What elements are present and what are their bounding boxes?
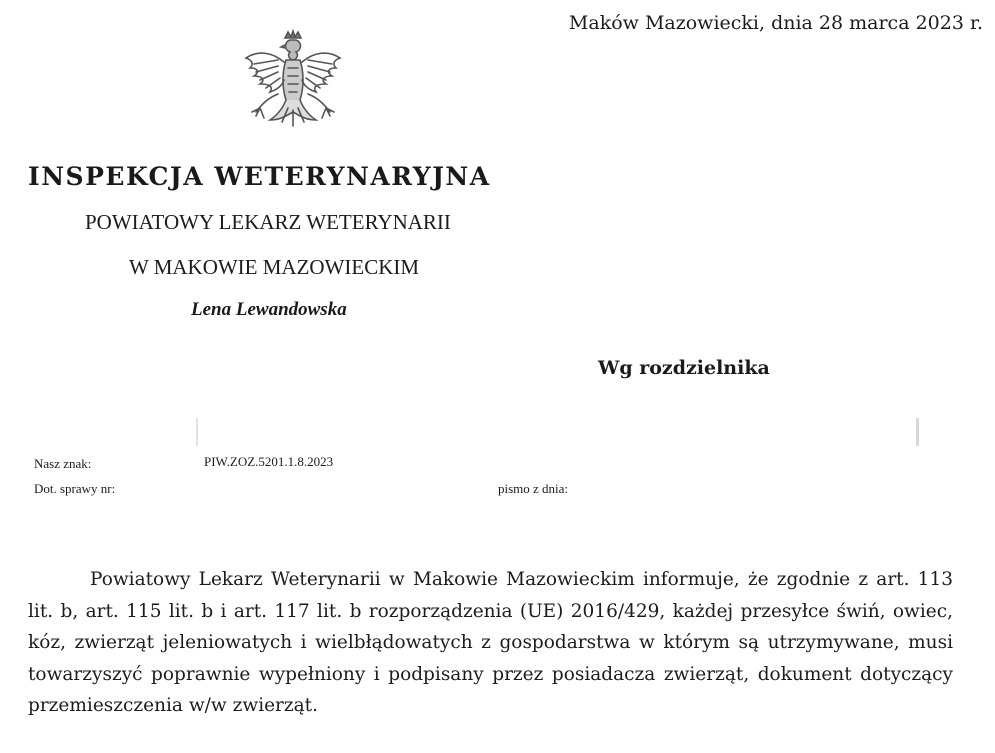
case-number-label: Dot. sprawy nr: [34,481,116,496]
scan-artifact-mark [916,418,919,446]
body-paragraph: Powiatowy Lekarz Weterynarii w Makowie Mazowieckim informuje, że zgodnie z art. 113 lit. b, art. 115 lit. b i art. 117 lit. b rozporządzenia (UE) 2016/429, każdej przesyłce świń, owiec, kóz, zwierząt jeleniowatych i wielbłądowatych z gospodarstwa w którym są utrzymywane, musi towarzyszyć poprawnie wypełniony i podpisany przez posiadacza zwierząt, dokument dotyczący przemieszczenia w/w zwierząt. [28,569,953,716]
letter-date-label: pismo z dnia: [498,481,569,496]
our-reference-label: Nasz znak: [34,456,92,471]
scan-artifact-mark [196,418,198,446]
place-date: Maków Mazowiecki, dnia 28 marca 2023 r. [568,12,983,34]
office-title-line-1: POWIATOWY LEKARZ WETERYNARII [85,210,451,234]
office-title-line-2: W MAKOWIE MAZOWIECKIM [129,255,420,279]
our-reference-value: PIW.ZOZ.5201.1.8.2023 [204,454,334,469]
polish-eagle-icon [238,28,348,140]
officer-name: Lena Lewandowska [191,299,347,320]
recipient-label: Wg rozdzielnika [598,357,770,379]
organization-title: INSPEKCJA WETERYNARYJNA [28,162,491,191]
